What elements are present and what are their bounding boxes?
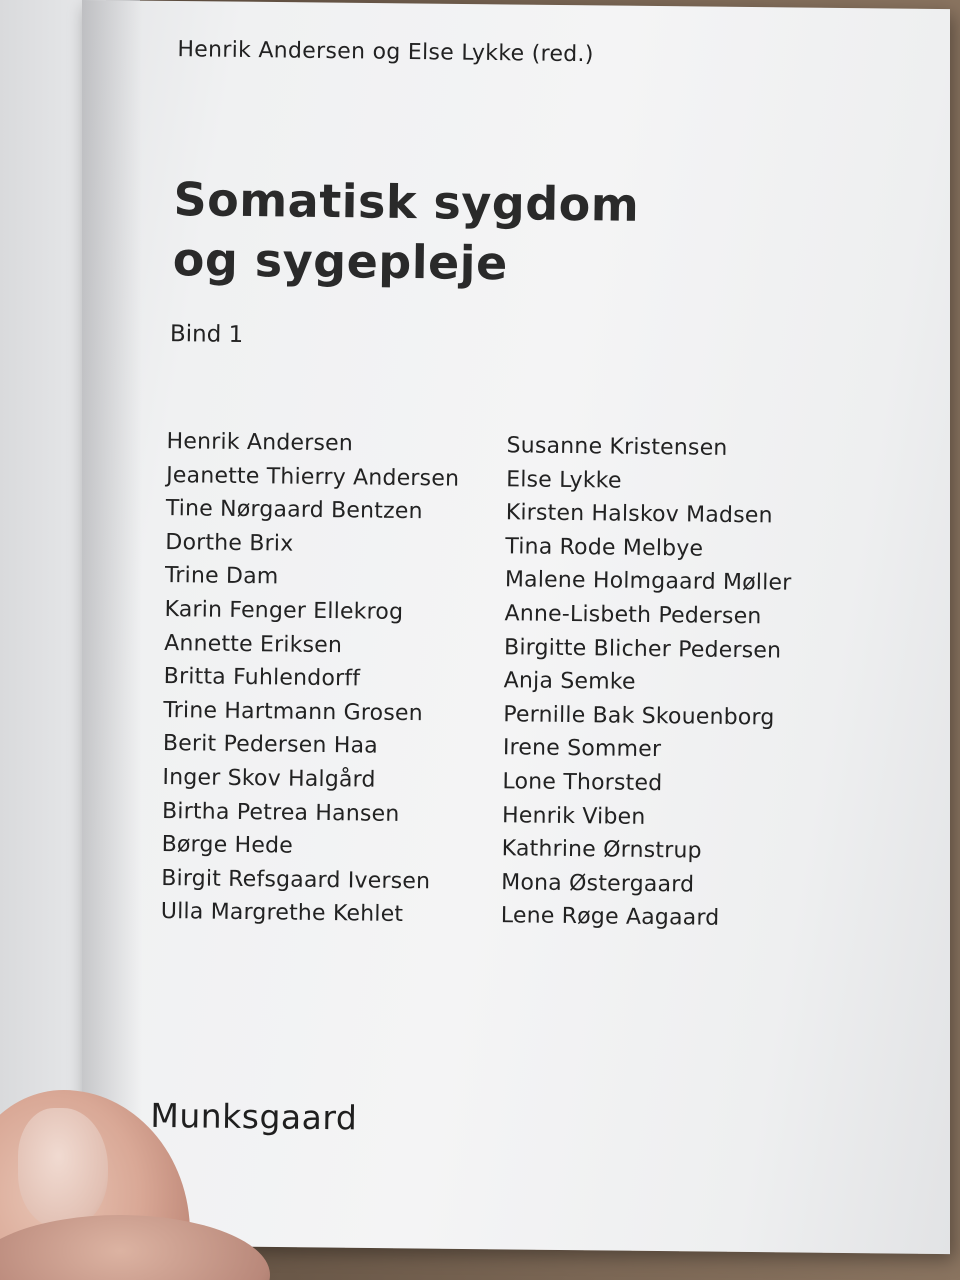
author-name: Anne-Lisbeth Pedersen xyxy=(504,601,762,630)
author-name: Birtha Petrea Hansen xyxy=(161,798,400,827)
author-name: Else Lykke xyxy=(506,466,622,494)
author-name: Mona Østergaard xyxy=(501,869,695,898)
author-name: Irene Sommer xyxy=(502,735,662,763)
author-name: Dorthe Brix xyxy=(165,529,294,557)
author-name: Børge Hede xyxy=(161,832,294,859)
publisher-name: Munksgaard xyxy=(150,1095,358,1138)
author-name: Karin Fenger Ellekrog xyxy=(164,597,404,625)
author-name: Tine Nørgaard Bentzen xyxy=(165,496,423,525)
author-name: Anja Semke xyxy=(503,668,636,695)
author-name: Kathrine Ørnstrup xyxy=(501,836,702,864)
author-name: Henrik Andersen xyxy=(166,429,354,457)
author-name: Ulla Margrethe Kehlet xyxy=(160,899,404,928)
author-name: Malene Holmgaard Møller xyxy=(504,567,792,597)
author-name: Susanne Kristensen xyxy=(506,433,728,461)
author-name: Lene Røge Aagaard xyxy=(500,903,720,932)
author-name: Trine Hartmann Grosen xyxy=(163,697,423,726)
book-title xyxy=(172,169,639,295)
book-title-line-1: Somatisk sygdom xyxy=(173,172,640,232)
author-name: Tina Rode Melbye xyxy=(505,533,704,562)
volume-label: Bind 1 xyxy=(169,321,244,348)
book-title-line-2: og sygepleje xyxy=(172,232,509,291)
title-page-content xyxy=(67,0,950,1256)
authors-column-left xyxy=(161,425,460,932)
authors-column-right xyxy=(501,429,794,936)
author-name: Britta Fuhlendorff xyxy=(163,664,361,692)
editors-line: Henrik Andersen og Else Lykke (red.) xyxy=(177,37,594,68)
author-name: Berit Pedersen Haa xyxy=(162,731,379,760)
author-name: Birgitte Blicher Pedersen xyxy=(503,634,782,664)
thumbnail-nail xyxy=(18,1108,108,1228)
author-name: Inger Skov Halgård xyxy=(162,764,376,793)
author-name: Jeanette Thierry Andersen xyxy=(166,462,460,492)
author-name: Birgit Refsgaard Iversen xyxy=(161,865,431,895)
author-name: Trine Dam xyxy=(164,563,279,590)
author-name: Annette Eriksen xyxy=(163,630,343,658)
author-name: Pernille Bak Skouenborg xyxy=(503,701,775,731)
author-name: Henrik Viben xyxy=(501,802,646,830)
author-name: Lone Thorsted xyxy=(502,769,663,797)
author-name: Kirsten Halskov Madsen xyxy=(505,500,773,529)
